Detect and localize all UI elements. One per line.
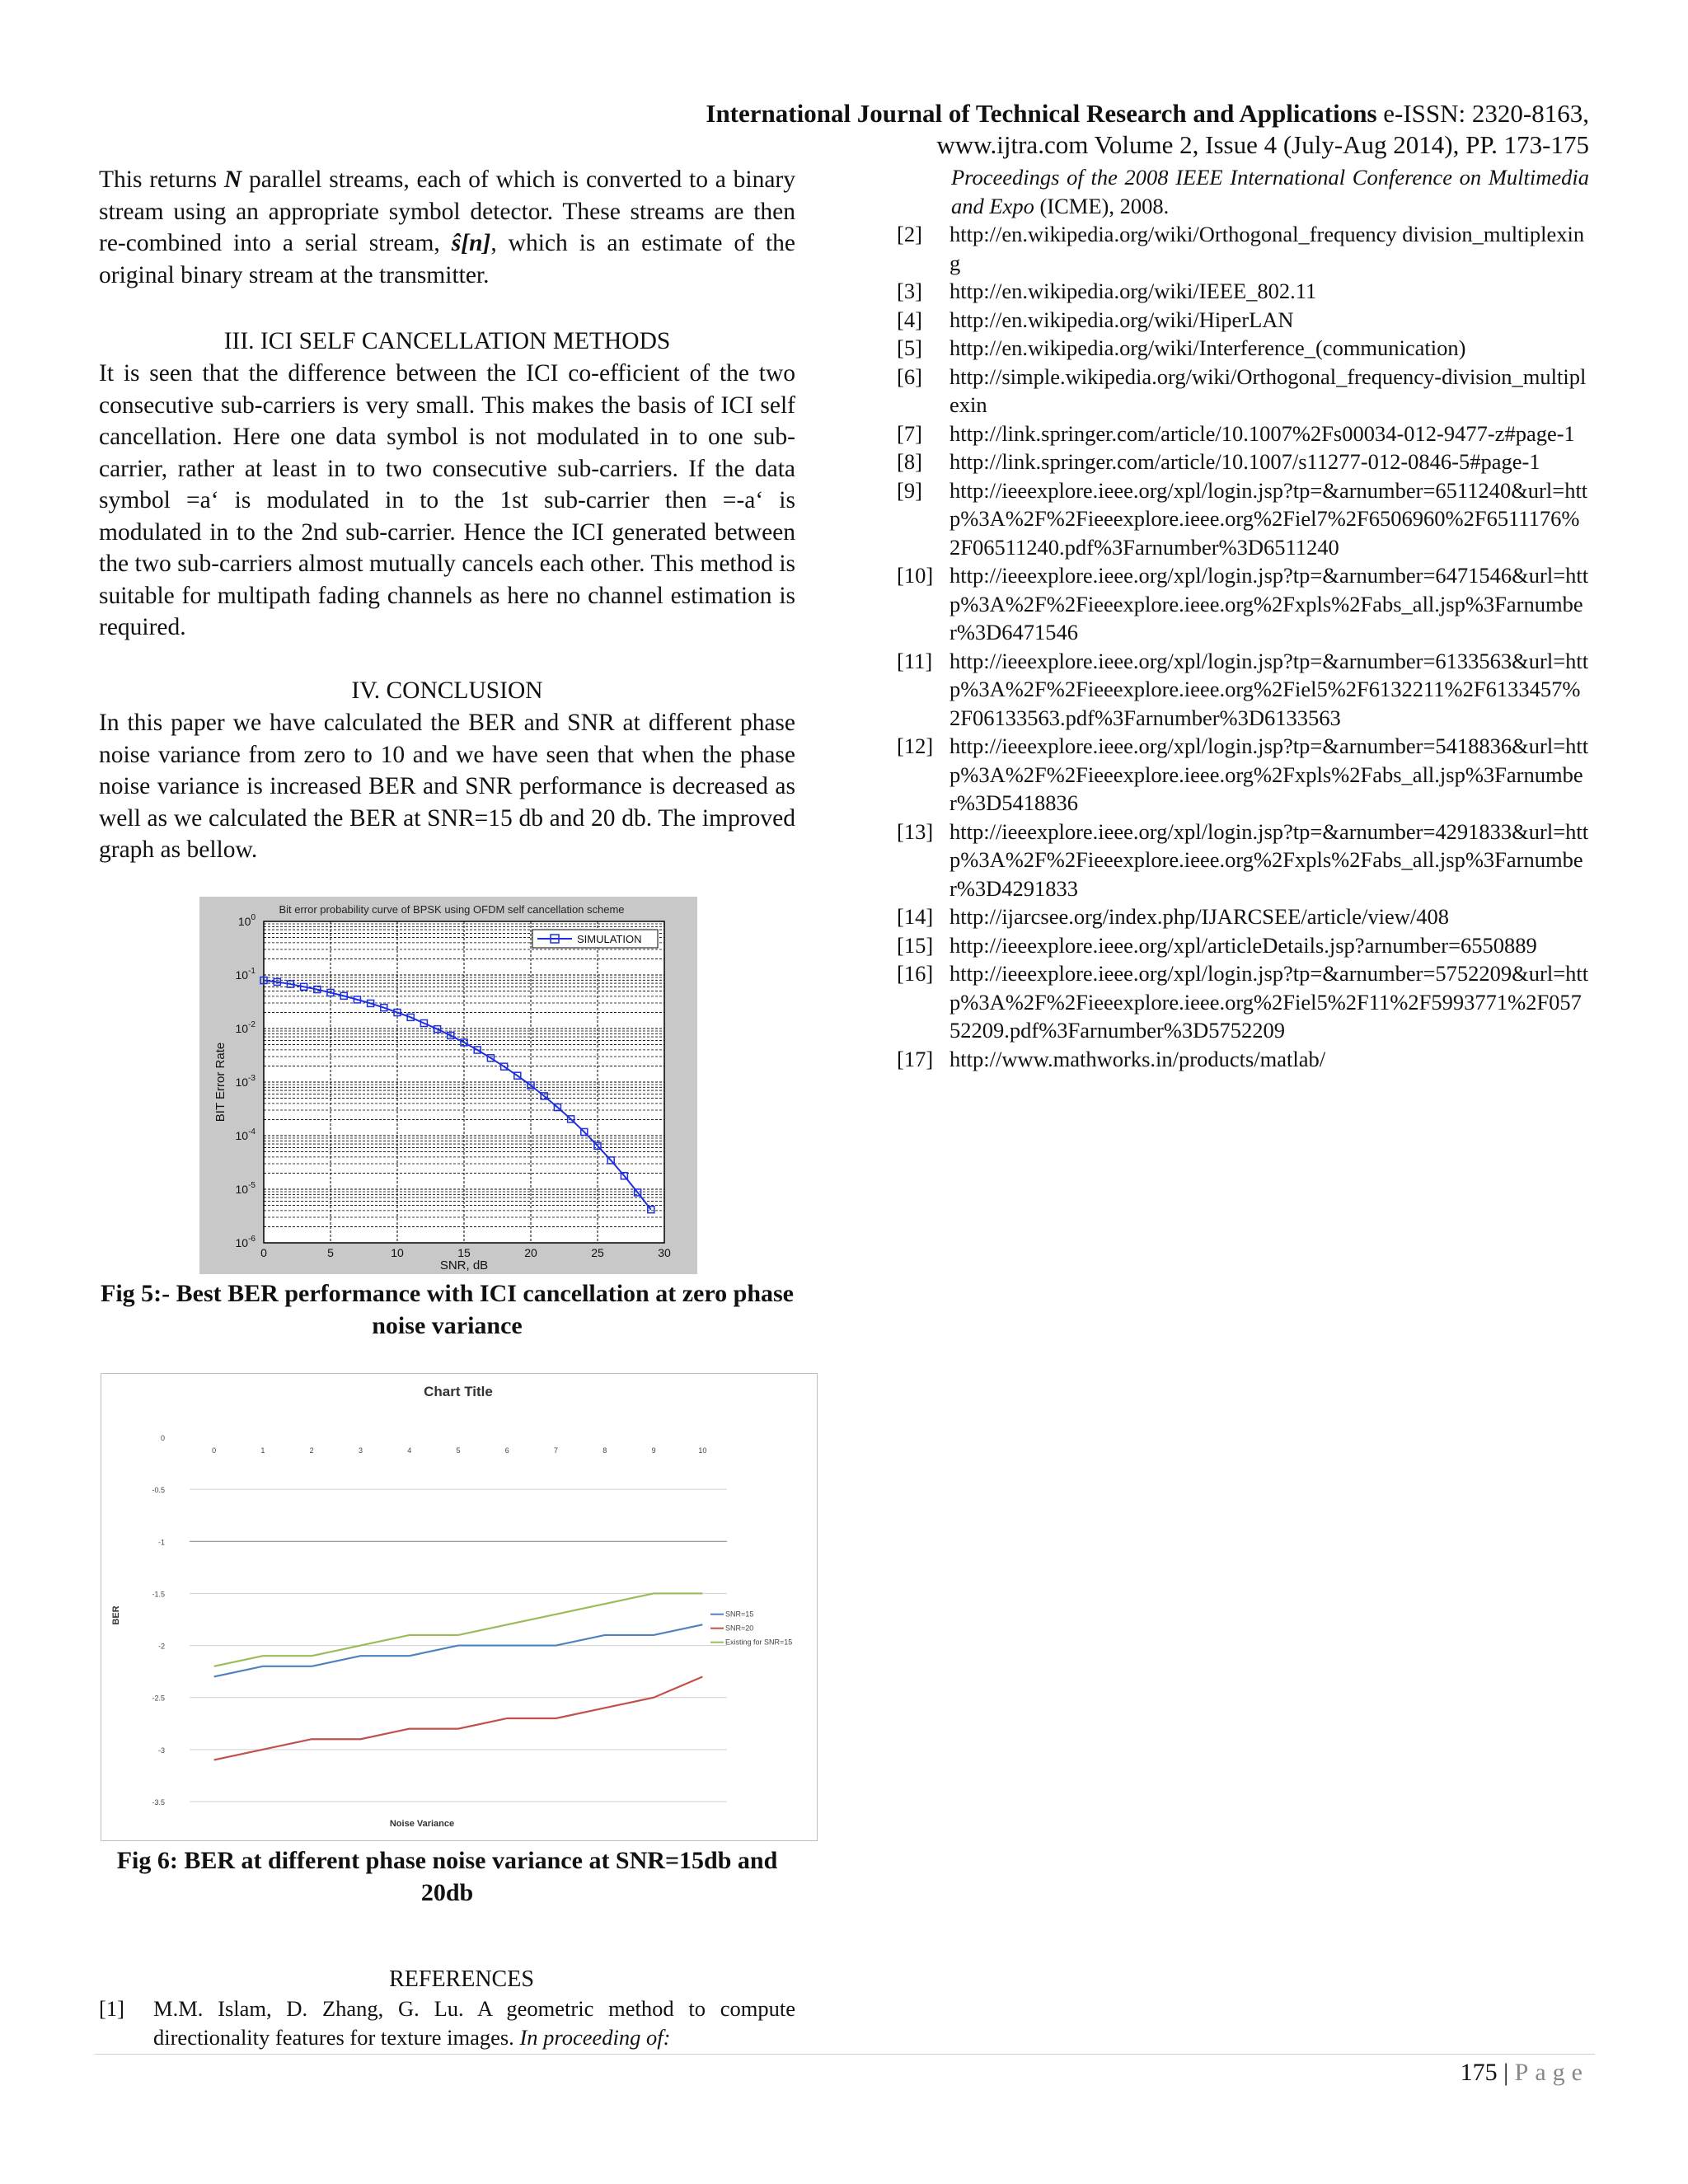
fig6-xtick-label: 5 [456, 1446, 461, 1455]
reference-number: [11] [897, 648, 933, 673]
fig6-ytick-label: 0 [160, 1434, 165, 1442]
reference-item[interactable] [897, 220, 1589, 277]
fig5-ytick-label: $10^{-5}$ [235, 1181, 256, 1196]
section-3-heading: III. ICI SELF CANCELLATION METHODS [223, 328, 671, 354]
reference-number: [2] [897, 222, 922, 246]
fig6-ytick-label: -2 [157, 1642, 165, 1651]
reference-link[interactable]: http://ieeexplore.ieee.org/xpl/login.jsp?tp=&arnumber=6471546&url=http%3A%2F%2Fieeexplore.ieee.org%2Fxpls%2Fabs_all.jsp%3Farnumber%3D6471546 [950, 563, 1589, 644]
reference-item[interactable] [897, 1045, 1589, 1074]
reference-link[interactable]: http://en.wikipedia.org/wiki/Orthogonal_frequency division_multiplexing [950, 222, 1585, 275]
fig5-ytick-label: $10^{-1}$ [235, 967, 256, 982]
fig6-ylabel: BER [111, 1605, 121, 1625]
fig5-xtick-label: 5 [327, 1246, 334, 1259]
reference-1-cont-tail: (ICME), 2008. [1034, 193, 1170, 218]
section-4-body: In this paper we have calculated the BER and SNR at different phase noise variance from zero to 10 and we have seen that when the phase noise variance is increased BER and SNR performance is decreased as well as we calculated the BER at SNR=15 db and 20 db. The improved graph as bellow. [99, 710, 795, 863]
reference-item[interactable] [897, 419, 1589, 448]
fig6-ytick-label: -1.5 [152, 1590, 165, 1599]
fig5-ytick-label: $10^0$ [237, 913, 256, 928]
fig6-xtick-label: 6 [504, 1446, 509, 1455]
fig6-ytick-label: -1 [157, 1538, 165, 1547]
reference-link[interactable]: http://ijarcsee.org/index.php/IJARCSEE/article/view/408 [950, 904, 1449, 929]
p1-text-c: , which is an estimate of the original binary stream at the transmitter. [99, 230, 795, 288]
reference-link[interactable]: http://ieeexplore.ieee.org/xpl/articleDetails.jsp?arnumber=6550889 [950, 932, 1537, 958]
reference-link[interactable]: http://simple.wikipedia.org/wiki/Orthogonal_frequency-division_multiplexin [950, 363, 1587, 417]
reference-item[interactable] [897, 334, 1589, 363]
reference-link[interactable]: http://ieeexplore.ieee.org/xpl/login.jsp?tp=&arnumber=6133563&url=http%3A%2F%2Fieeexplore.ieee.org%2Fiel5%2F6132211%2F6133457%2F06133563.pdf%3Farnumber%3D6133563 [950, 648, 1589, 730]
figure-5-ber-chart [199, 897, 697, 1274]
fig6-legend-label: Existing for SNR=15 [725, 1638, 793, 1647]
journal-header [706, 99, 1589, 129]
symbol-shat: ŝ[n] [451, 230, 491, 256]
reference-number: [8] [897, 449, 922, 474]
reference-number: [16] [897, 961, 934, 986]
reference-item[interactable] [897, 306, 1589, 335]
reference-item[interactable] [897, 647, 1589, 733]
reference-link[interactable]: http://link.springer.com/article/10.1007%2Fs00034-012-9477-z#page-1 [950, 420, 1575, 446]
references-right-list [897, 220, 1589, 1073]
reference-item[interactable] [897, 902, 1589, 931]
fig6-xtick-label: 8 [603, 1446, 607, 1455]
figure-5-caption: Fig 5:- Best BER performance with ICI cancellation at zero phase noise variance [101, 1280, 794, 1339]
reference-item[interactable] [897, 363, 1589, 419]
section-4-heading: IV. CONCLUSION [351, 677, 543, 704]
reference-number: [3] [897, 279, 922, 303]
fig5-ytick-label: $10^{-3}$ [235, 1074, 256, 1089]
reference-item[interactable] [897, 818, 1589, 903]
page-word: Page [1514, 2059, 1589, 2086]
reference-link[interactable]: http://ieeexplore.ieee.org/xpl/login.jsp?tp=&arnumber=6511240&url=http%3A%2F%2Fieeexplore.ieee.org%2Fiel7%2F6506960%2F6511176%2F06511240.pdf%3Farnumber%3D6511240 [950, 477, 1588, 560]
reference-number: [10] [897, 563, 934, 588]
fig6-ytick-label: -3 [157, 1746, 165, 1755]
fig5-ytick-label: $10^{-2}$ [235, 1020, 256, 1035]
reference-item[interactable] [897, 931, 1589, 960]
figure-6-ber-variance-chart [101, 1373, 818, 1841]
p1-text-a: This returns [99, 166, 224, 193]
fig5-ytick-label: $10^{-4}$ [235, 1127, 256, 1142]
fig5-ytick-label: $10^{-6}$ [235, 1235, 256, 1249]
fig5-title: Bit error probability curve of BPSK using OFDM self cancellation scheme [279, 903, 625, 916]
page-number [1461, 2059, 1589, 2087]
reference-number: [7] [897, 420, 922, 446]
fig6-xtick-label: 7 [554, 1446, 559, 1455]
fig6-ytick-label: -2.5 [152, 1694, 165, 1703]
reference-1-text: M.M. Islam, D. Zhang, G. Lu. A geometric method to compute directionality features for texture images. [153, 1996, 795, 2050]
figure-6-caption: Fig 6: BER at different phase noise variance at SNR=15db and 20db [116, 1847, 778, 1906]
fig5-legend-label: SIMULATION [577, 933, 642, 945]
fig6-xtick-label: 2 [309, 1446, 314, 1455]
journal-name: International Journal of Technical Research and Applications [706, 99, 1377, 128]
fig6-ytick-label: -3.5 [152, 1798, 165, 1807]
reference-link[interactable]: http://www.mathworks.in/products/matlab/ [950, 1046, 1326, 1071]
journal-volume-line: www.ijtra.com Volume 2, Issue 4 (July-Aug 2014), PP. 173-175 [936, 130, 1589, 159]
reference-number: [14] [897, 904, 934, 929]
reference-number: [6] [897, 363, 922, 389]
reference-link[interactable]: http://en.wikipedia.org/wiki/Interference_(communication) [950, 335, 1466, 360]
references-list [897, 163, 1589, 1073]
fig5-ylabel: BIT Error Rate [213, 1042, 227, 1122]
journal-issn: e-ISSN: 2320-8163, [1376, 99, 1589, 128]
fig5-xtick-label: 0 [260, 1246, 267, 1259]
reference-link[interactable]: http://en.wikipedia.org/wiki/IEEE_802.11 [950, 279, 1317, 303]
symbol-n: N [223, 166, 242, 193]
paragraph-streams [99, 164, 795, 291]
fig5-xtick-label: 25 [591, 1246, 604, 1259]
fig6-ytick-label: -0.5 [152, 1486, 165, 1495]
reference-item[interactable] [897, 959, 1589, 1045]
fig6-title: Chart Title [424, 1384, 493, 1399]
fig6-xlabel: Noise Variance [389, 1819, 455, 1829]
reference-1-number: [1] [99, 1996, 124, 2021]
reference-number: [13] [897, 818, 934, 844]
reference-1 [99, 1994, 795, 2051]
fig6-xtick-label: 1 [260, 1446, 265, 1455]
reference-item[interactable] [897, 476, 1589, 562]
fig5-xtick-label: 20 [524, 1246, 537, 1259]
fig6-legend-label: SNR=20 [725, 1624, 754, 1633]
reference-1-cont-italic: Proceedings of the 2008 IEEE International Conference on Multimedia and Expo [951, 165, 1589, 218]
reference-number: [9] [897, 477, 922, 503]
fig6-xtick-label: 0 [212, 1446, 217, 1455]
fig5-xtick-label: 30 [658, 1246, 671, 1259]
reference-link[interactable]: http://ieeexplore.ieee.org/xpl/login.jsp?tp=&arnumber=5752209&url=http%3A%2F%2Fieeexplore.ieee.org%2Fiel5%2F11%2F5993771%2F05752209.pdf%3Farnumber%3D5752209 [950, 961, 1589, 1043]
fig6-legend-label: SNR=15 [725, 1610, 754, 1619]
page-number-value: 175 [1460, 2059, 1498, 2086]
reference-item[interactable] [897, 448, 1589, 476]
p1-text-b: parallel streams, each of which is converted to a binary stream using an appropriate symbol detector. These streams are then re-combined into a serial stream, [99, 166, 795, 256]
references-heading: REFERENCES [389, 1966, 534, 1992]
reference-link[interactable]: http://en.wikipedia.org/wiki/HiperLAN [950, 307, 1294, 332]
fig6-xtick-label: 10 [698, 1446, 707, 1455]
fig5-xtick-label: 15 [457, 1246, 471, 1259]
reference-number: [17] [897, 1046, 934, 1071]
reference-link[interactable]: http://ieeexplore.ieee.org/xpl/login.jsp?tp=&arnumber=5418836&url=http%3A%2F%2Fieeexplore.ieee.org%2Fxpls%2Fabs_all.jsp%3Farnumber%3D5418836 [950, 733, 1589, 815]
reference-number: [4] [897, 307, 922, 332]
reference-1-continued [897, 163, 1589, 220]
fig5-legend [532, 930, 658, 948]
reference-number: [5] [897, 335, 922, 360]
reference-1-italic: In proceeding of: [519, 2024, 671, 2050]
reference-item[interactable] [897, 561, 1589, 647]
reference-item[interactable] [897, 732, 1589, 818]
fig5-xlabel: SNR, dB [439, 1258, 489, 1272]
reference-item[interactable] [897, 277, 1589, 306]
section-3-body: It is seen that the difference between the ICI co-efficient of the two consecutive sub-carriers is very small. This makes the basis of ICI self cancellation. Here one data symbol is not modulated in to one sub-carrier, rather at least in to two consecutive sub-carriers. If the data symbol =a‘ is modulated in to the 1st sub-carrier then =-a‘ is modulated in to the 2nd sub-carrier. Hence the ICI generated between the two sub-carriers almost mutually cancels each other. This method is suitable for multipath fading channels as here no channel estimation is required. [99, 360, 795, 640]
fig6-frame [101, 1374, 818, 1841]
reference-link[interactable]: http://ieeexplore.ieee.org/xpl/login.jsp?tp=&arnumber=4291833&url=http%3A%2F%2Fieeexplore.ieee.org%2Fxpls%2Fabs_all.jsp%3Farnumber%3D4291833 [950, 818, 1589, 901]
footer-rule [95, 2054, 1595, 2055]
fig6-xtick-label: 9 [651, 1446, 656, 1455]
reference-number: [15] [897, 932, 934, 958]
reference-number: [12] [897, 733, 934, 758]
fig6-xtick-label: 4 [407, 1446, 412, 1455]
page-number-sep: | [1497, 2059, 1515, 2086]
reference-link[interactable]: http://link.springer.com/article/10.1007/s11277-012-0846-5#page-1 [950, 449, 1540, 474]
fig5-xtick-label: 10 [391, 1246, 404, 1259]
fig6-xtick-label: 3 [358, 1446, 363, 1455]
